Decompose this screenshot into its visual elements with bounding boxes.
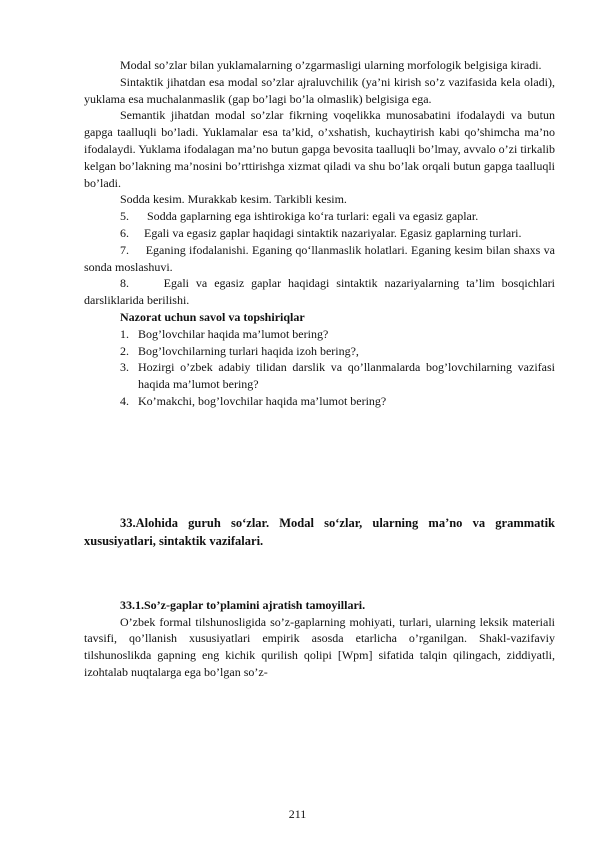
paragraph: Sodda kesim. Murakkab kesim. Tarkibli kesim. <box>120 192 347 207</box>
numbered-item <box>84 225 555 242</box>
questions-title: Nazorat uchun savol va topshiriqlar <box>120 309 305 324</box>
numbered-item <box>84 242 555 276</box>
numbered-item <box>84 208 555 225</box>
item-number: 5. <box>120 209 129 224</box>
blank-space <box>84 410 555 502</box>
question-number: 2. <box>120 343 129 358</box>
paragraph: Sintaktik jihatdan esa modal so’zlar ajraluvchilik (ya’ni kirish so’z vazifasida kela oladi), yuklama esa muchalanmaslik (gap bo’lagi bo’la olmaslik) belgisiga ega. <box>84 74 555 106</box>
question-text: Hozirgi o’zbek adabiy tilidan darslik va qo’llanmalarda bog’lovchilarning vazifasi haqida ma’lumot bering? <box>138 360 555 392</box>
question-text: Bog’lovchilar haqida ma’lumot bering? <box>138 326 329 341</box>
numbered-item <box>84 275 555 309</box>
item-number: 6. <box>120 225 129 240</box>
item-text: Egali va egasiz gaplar haqidagi sintaktik nazariyalar. Egasiz gaplarning turlari. <box>144 225 522 240</box>
questions-list <box>84 326 555 410</box>
item-text: Eganing ifodalanishi. Eganing qo‘llanmaslik holatlari. Eganing kesim bilan shaxs va sonda moslashuvi. <box>84 242 556 274</box>
page-content <box>84 57 555 681</box>
paragraph: O’zbek formal tilshunosligida so’z-gaplarning mohiyati, turlari, ularning leksik materiali tavsifi, qo’llanish xususiyatlari empirik asosda etarlicha o’rganilgan. Shakl-vazifaviy tilshunoslikda gapning eng kichik qurilish qolipi [Wpm] sifatida talqin qilingach, ziddiyatli, izohtalab nuqtalarga ega bo’lgan so’z- <box>84 614 555 679</box>
question-text: Ko’makchi, bog’lovchilar haqida ma’lumot bering? <box>138 393 387 408</box>
paragraph: Semantik jihatdan modal so’zlar fikrning voqelikka munosabatini ifodalaydi va butun gapga taalluqli bo’ladi. Yuklamalar esa ta’kid, o’xshatish, kuchaytirish kabi qo’shimcha ma’no ifodalaydi. Yuklama ifodalagan ma’no butun gapga bevosita taalluqli bo’lmay, avvalo o’zi tirkalib kelgan bo’lakning ma’nosini bo’rttirishga xizmat qiladi va shu bo’lak orqali butun gapga taalluqli bo’ladi. <box>84 108 555 190</box>
subsection-heading: 33.1.So’z-gaplar to’plamini ajratish tamoyillari. <box>120 597 366 612</box>
question-text: Bog’lovchilarning turlari haqida izoh bering?, <box>138 343 359 358</box>
question-number: 4. <box>120 393 129 408</box>
question-item <box>84 393 555 410</box>
paragraph: Modal so’zlar bilan yuklamalarning o’zgarmasligi ularning morfologik belgisiga kiradi. <box>120 58 542 72</box>
question-item <box>84 359 555 393</box>
blank-space <box>84 563 555 597</box>
question-number: 3. <box>120 360 129 375</box>
item-text: Egali va egasiz gaplar haqidagi sintaktik nazariyalarning ta’lim bosqichlari darsliklarida berilishi. <box>84 276 556 308</box>
question-number: 1. <box>120 326 129 341</box>
question-item <box>84 326 555 343</box>
page-number: 211 <box>288 807 307 821</box>
item-number: 8. <box>120 276 129 291</box>
item-text: Sodda gaplarning ega ishtirokiga ko‘ra turlari: egali va egasiz gaplar. <box>144 209 479 224</box>
item-number: 7. <box>120 242 129 257</box>
section-heading: 33.Alohida guruh so‘zlar. Modal so‘zlar, ularning ma’no va grammatik xususiyatlari, sintaktik vazifalari. <box>84 516 555 549</box>
question-item <box>84 343 555 360</box>
